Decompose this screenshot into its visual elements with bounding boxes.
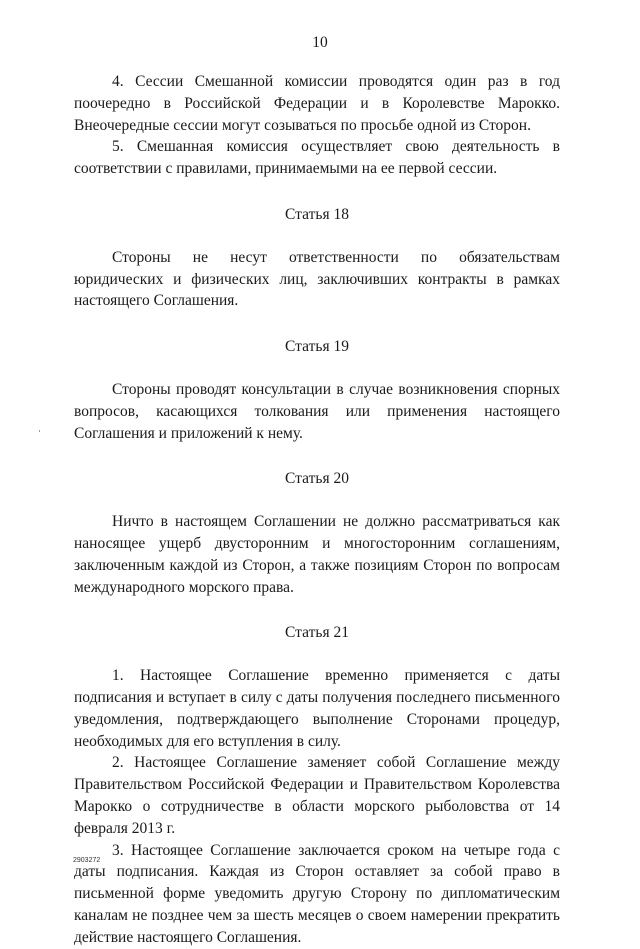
document-body [74, 71, 560, 949]
paragraph-article21-item1: 1. Настоящее Соглашение временно применяется с даты подписания и вступает в силу с даты получения последнего письменного уведомления, подтверждающего выполнение Сторонами процедур, необходимых для его вступления в силу. [74, 667, 560, 750]
document-code: 2903272 [73, 857, 101, 864]
paragraph-article20: Ничто в настоящем Соглашении не должно рассматриваться как наносящее ущерб двусторонним и многосторонним соглашениям, заключенным каждой из Сторон, а также позициям Сторон по вопросам международного морского права. [74, 513, 560, 596]
paragraph-article19: Стороны проводят консультации в случае возникновения спорных вопросов, касающихся толкования или применения настоящего Соглашения и приложений к нему. [74, 380, 560, 442]
article-20-heading: Статья 20 [285, 470, 349, 488]
paragraph-article17-item5: 5. Смешанная комиссия осуществляет свою деятельность в соответствии с правилами, принимаемыми на ее первой сессии. [74, 138, 560, 178]
paragraph-article17-item4: 4. Сессии Смешанной комиссии проводятся один раз в год поочередно в Российской Федерации и в Королевстве Марокко. Внеочередные сессии могут созываться по просьбе одной из Сторон. [74, 73, 560, 134]
paragraph-article21-item3: 3. Настоящее Соглашение заключается сроком на четыре года с даты подписания. Каждая из Сторон оставляет за собой право в письменной форме уведомить другую Сторону по дипломатическим каналам не позднее чем за шесть месяцев о своем намерении прекратить действие настоящего Соглашения. [74, 841, 560, 946]
paragraph-article21-item2: 2. Настоящее Соглашение заменяет собой Соглашение между Правительством Российской Федерации и Правительством Королевства Марокко о сотрудничестве в области морского рыболовства от 14 февраля 2013 г. [74, 754, 560, 837]
margin-mark [39, 430, 40, 432]
page-number: 10 [312, 34, 328, 51]
article-21-heading: Статья 21 [285, 624, 349, 642]
article-19-heading: Статья 19 [285, 338, 349, 356]
paragraph-article18: Стороны не несут ответственности по обязательствам юридических и физических лиц, заключивших контракты в рамках настоящего Соглашения. [74, 248, 560, 310]
article-18-heading: Статья 18 [285, 205, 349, 223]
